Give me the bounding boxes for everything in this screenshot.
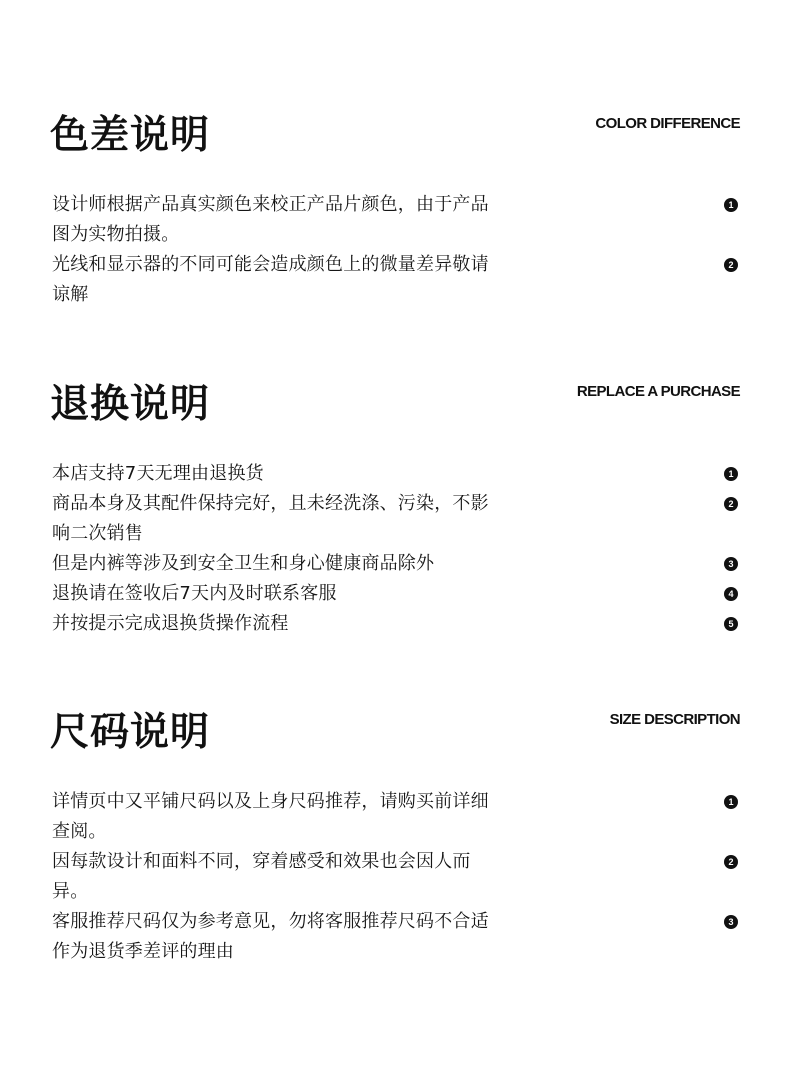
section-title: 退换说明 xyxy=(50,382,211,427)
number-badge: 5 xyxy=(724,617,738,631)
number-badge: 1 xyxy=(724,198,738,212)
number-badge: 1 xyxy=(724,795,738,809)
section-subtitle: REPLACE A PURCHASE xyxy=(576,383,740,400)
item-text: 并按提示完成退换货操作流程 xyxy=(52,613,289,634)
item-text: 商品本身及其配件保持完好，且未经洗涤、污染，不影响二次销售 xyxy=(52,493,489,544)
item-text: 退换请在签收后7天内及时联系客服 xyxy=(52,583,337,604)
list-item xyxy=(0,459,790,489)
list-item xyxy=(0,579,790,609)
list-item xyxy=(0,190,790,250)
list-item xyxy=(0,609,790,639)
item-text: 但是内裤等涉及到安全卫生和身心健康商品除外 xyxy=(52,553,435,574)
list-item xyxy=(0,549,790,579)
item-list xyxy=(0,190,790,310)
item-text: 详情页中又平铺尺码以及上身尺码推荐，请购买前详细查阅。 xyxy=(52,791,489,842)
item-text: 本店支持7天无理由退换货 xyxy=(52,463,264,484)
item-text: 光线和显示器的不同可能会造成颜色上的微量差异敬请谅解 xyxy=(52,254,489,305)
section-title: 尺码说明 xyxy=(50,710,211,755)
item-text: 设计师根据产品真实颜色来校正产品片颜色，由于产品图为实物拍摄。 xyxy=(52,194,489,245)
number-badge: 3 xyxy=(724,915,738,929)
number-badge: 2 xyxy=(724,855,738,869)
section-subtitle: COLOR DIFFERENCE xyxy=(595,115,740,132)
item-list xyxy=(0,459,790,639)
item-list xyxy=(0,787,790,967)
section-title: 色差说明 xyxy=(50,113,211,158)
number-badge: 2 xyxy=(724,497,738,511)
number-badge: 1 xyxy=(724,467,738,481)
list-item xyxy=(0,847,790,907)
list-item xyxy=(0,907,790,967)
list-item xyxy=(0,250,790,310)
number-badge: 4 xyxy=(724,587,738,601)
number-badge: 2 xyxy=(724,258,738,272)
number-badge: 3 xyxy=(724,557,738,571)
section-subtitle: SIZE DESCRIPTION xyxy=(609,711,740,728)
item-text: 客服推荐尺码仅为参考意见，勿将客服推荐尺码不合适作为退货季差评的理由 xyxy=(52,911,489,962)
list-item xyxy=(0,489,790,549)
list-item xyxy=(0,787,790,847)
item-text: 因每款设计和面料不同，穿着感受和效果也会因人而异。 xyxy=(52,851,471,902)
